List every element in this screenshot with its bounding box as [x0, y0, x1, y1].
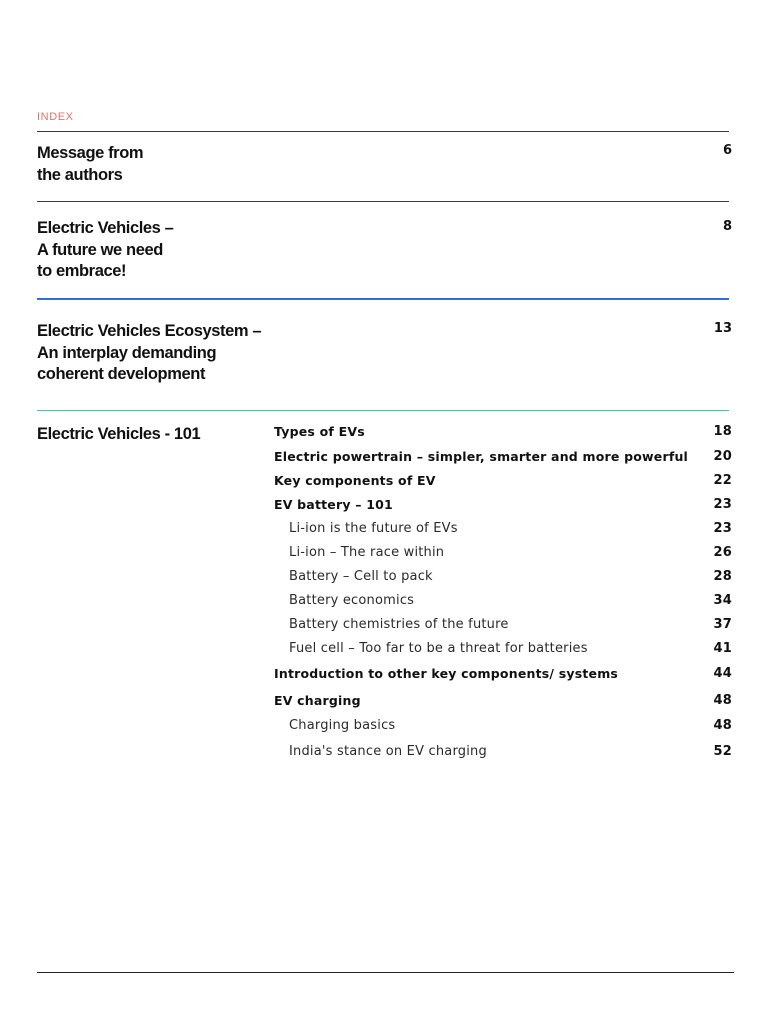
toc-item-page: 23: [713, 497, 732, 512]
section-page-future: 8: [722, 219, 732, 234]
toc-item-fuel-cell[interactable]: [274, 641, 732, 661]
toc-item-page: 20: [713, 449, 732, 464]
index-label: INDEX: [37, 111, 74, 123]
toc-item-label: India's stance on EV charging: [289, 744, 487, 759]
toc-item-ev-battery[interactable]: [274, 497, 732, 517]
toc-item-ev-charging[interactable]: [274, 693, 732, 713]
toc-item-li-ion-future[interactable]: [274, 521, 732, 541]
toc-item-page: 48: [713, 693, 732, 708]
toc-item-label: Electric powertrain – simpler, smarter and more powerful: [274, 449, 689, 464]
footer-divider: [37, 972, 734, 973]
toc-item-page: 34: [713, 593, 732, 608]
toc-item-label: Introduction to other key components/ systems: [274, 666, 619, 681]
toc-item-li-ion-race[interactable]: [274, 545, 732, 565]
toc-item-label: Types of EVs: [274, 424, 365, 439]
toc-item-charging-basics[interactable]: [274, 718, 732, 738]
toc-item-page: 23: [713, 521, 732, 536]
toc-item-page: 18: [713, 424, 732, 439]
section-title-future[interactable]: Electric Vehicles – A future we need to embrace!: [37, 219, 174, 280]
toc-item-label: Battery economics: [289, 593, 415, 608]
toc-item-cell-to-pack[interactable]: [274, 569, 732, 589]
section-page-message: 6: [722, 143, 732, 158]
toc-item-page: 26: [713, 545, 732, 560]
toc-item-label: Battery – Cell to pack: [289, 569, 433, 584]
toc-item-label: EV battery – 101: [274, 497, 393, 512]
toc-item-label: Key components of EV: [274, 473, 436, 488]
toc-item-label: Li-ion is the future of EVs: [289, 521, 458, 536]
toc-item-page: 48: [713, 718, 732, 733]
toc-item-page: 28: [713, 569, 732, 584]
toc-item-types-of-evs[interactable]: [274, 424, 732, 444]
toc-item-page: 22: [713, 473, 732, 488]
toc-item-page: 41: [713, 641, 732, 656]
toc-item-label: Li-ion – The race within: [289, 545, 445, 560]
toc-item-page: 52: [713, 744, 732, 759]
toc-item-other-components[interactable]: [274, 666, 732, 686]
toc-item-page: 44: [713, 666, 732, 681]
toc-item-label: EV charging: [274, 693, 361, 708]
section-title-ev101[interactable]: Electric Vehicles - 101: [37, 425, 201, 443]
toc-item-key-components[interactable]: [274, 473, 732, 493]
toc-item-india-stance[interactable]: [274, 744, 732, 764]
toc-item-page: 37: [713, 617, 732, 632]
toc-item-electric-powertrain[interactable]: [274, 449, 732, 469]
toc-item-battery-chemistries[interactable]: [274, 617, 732, 637]
toc-item-battery-economics[interactable]: [274, 593, 732, 613]
toc-item-label: Fuel cell – Too far to be a threat for batteries: [289, 641, 588, 656]
section-page-ecosystem: 13: [713, 321, 732, 336]
divider-blue: [37, 298, 729, 300]
toc-item-label: Battery chemistries of the future: [289, 617, 509, 632]
divider: [37, 131, 729, 132]
divider-teal: [37, 410, 729, 411]
section-title-message[interactable]: Message from the authors: [37, 144, 144, 184]
toc-item-label: Charging basics: [289, 718, 396, 733]
section-title-ecosystem[interactable]: Electric Vehicles Ecosystem – An interplay demanding coherent development: [37, 322, 262, 383]
divider: [37, 201, 729, 202]
